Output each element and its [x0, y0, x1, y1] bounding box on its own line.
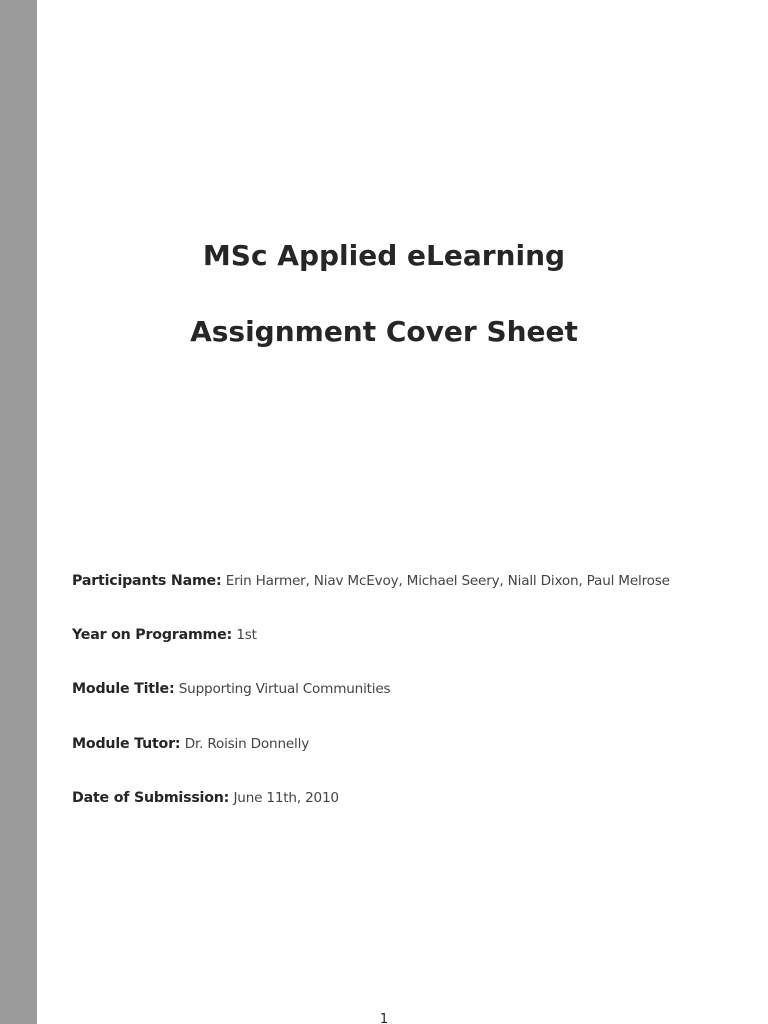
year-on-programme-value: 1st [236, 627, 257, 643]
module-tutor-label: Module Tutor: [72, 736, 181, 752]
date-of-submission-field [72, 790, 339, 806]
document-title: MSc Applied eLearning [202, 239, 566, 272]
module-title-label: Module Title: [72, 681, 175, 697]
participants-name-label: Participants Name: [72, 573, 222, 589]
participants-name-value: Erin Harmer, Niav McEvoy, Michael Seery, Niall Dixon, Paul Melrose [225, 573, 670, 589]
date-of-submission-value: June 11th, 2010 [233, 790, 339, 806]
left-margin-gutter [0, 0, 37, 1024]
date-of-submission-label: Date of Submission: [72, 790, 230, 806]
module-tutor-field [72, 736, 309, 752]
participants-name-field [72, 573, 670, 589]
document-page [37, 0, 768, 1024]
module-title-field [72, 681, 390, 697]
module-title-value: Supporting Virtual Communities [178, 681, 391, 697]
module-tutor-value: Dr. Roisin Donnelly [184, 736, 310, 752]
year-on-programme-field [72, 627, 257, 643]
year-on-programme-label: Year on Programme: [72, 627, 233, 643]
page-number: 1 [379, 1012, 389, 1024]
document-subtitle: Assignment Cover Sheet [190, 315, 578, 348]
